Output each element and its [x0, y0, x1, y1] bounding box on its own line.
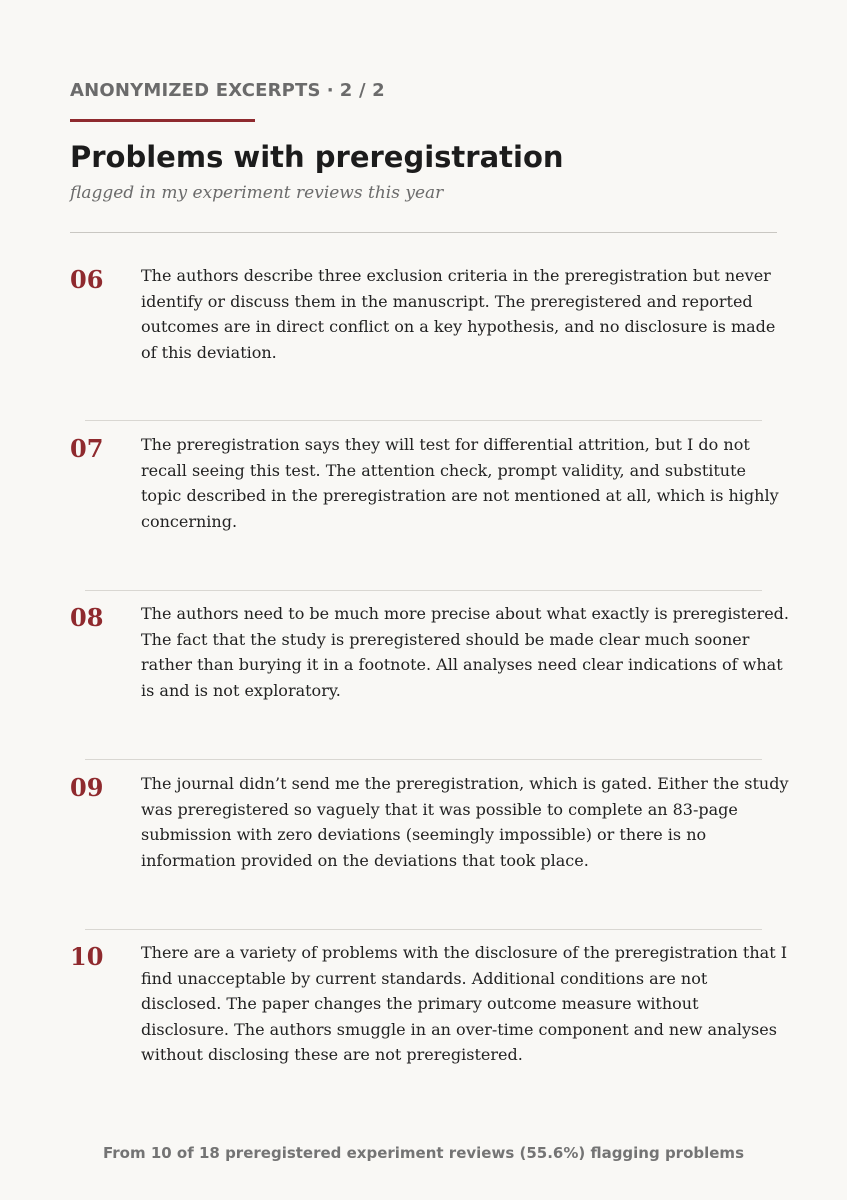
- page-subtitle: flagged in my experiment reviews this year: [70, 183, 444, 203]
- excerpt-text: The authors describe three exclusion criteria in the preregistration but never identify or discuss them in the manuscript. The preregistered and reported outcomes are in direct conflict on a key hypothesis, and no disclosure is made of this deviation.: [141, 266, 776, 362]
- kicker-separator: ·: [326, 80, 334, 101]
- excerpt-number: 06: [70, 265, 104, 294]
- excerpt-07: [70, 432, 795, 534]
- section-kicker: [70, 80, 385, 101]
- excerpt-09: [70, 771, 795, 873]
- page-title: Problems with preregistration: [70, 140, 564, 174]
- excerpt-divider: [85, 759, 762, 760]
- excerpt-divider: [85, 590, 762, 591]
- excerpt-text: The authors need to be much more precise about what exactly is preregistered. The fact that the study is preregistered should be made clear much sooner rather than burying it in a footnote. All analyses need clear indications of what is and is not exploratory.: [141, 604, 789, 700]
- footer-note: From 10 of 18 preregistered experiment reviews (55.6%) flagging problems: [102, 1144, 744, 1162]
- excerpt-06: [70, 263, 795, 365]
- excerpt-divider: [85, 929, 762, 930]
- accent-rule: [70, 119, 255, 122]
- excerpt-10: [70, 940, 795, 1068]
- excerpt-text: There are a variety of problems with the disclosure of the preregistration that I find unacceptable by current standards. Additional conditions are not disclosed. The paper changes the primary outcome measure without disclosure. The authors smuggle in an over-time component and new analyses without disclosing these are not preregistered.: [141, 943, 788, 1064]
- excerpt-number: 10: [70, 942, 104, 971]
- excerpt-number: 07: [70, 434, 104, 463]
- header-divider: [70, 232, 777, 233]
- excerpt-text: The journal didn’t send me the preregistration, which is gated. Either the study was preregistered so vaguely that it was possible to complete an 83-page submission with zero deviations (seemingly impossible) or there is no information provided on the deviations that took place.: [141, 774, 789, 870]
- kicker-label: ANONYMIZED EXCERPTS: [70, 80, 321, 101]
- excerpt-divider: [85, 420, 762, 421]
- excerpt-number: 09: [70, 773, 104, 802]
- excerpt-text: The preregistration says they will test for differential attrition, but I do not recall seeing this test. The attention check, prompt validity, and substitute topic described in the preregistration are not mentioned at all, which is highly concerning.: [141, 435, 779, 531]
- excerpt-08: [70, 601, 795, 703]
- excerpt-number: 08: [70, 603, 104, 632]
- page-indicator: 2 / 2: [339, 80, 385, 101]
